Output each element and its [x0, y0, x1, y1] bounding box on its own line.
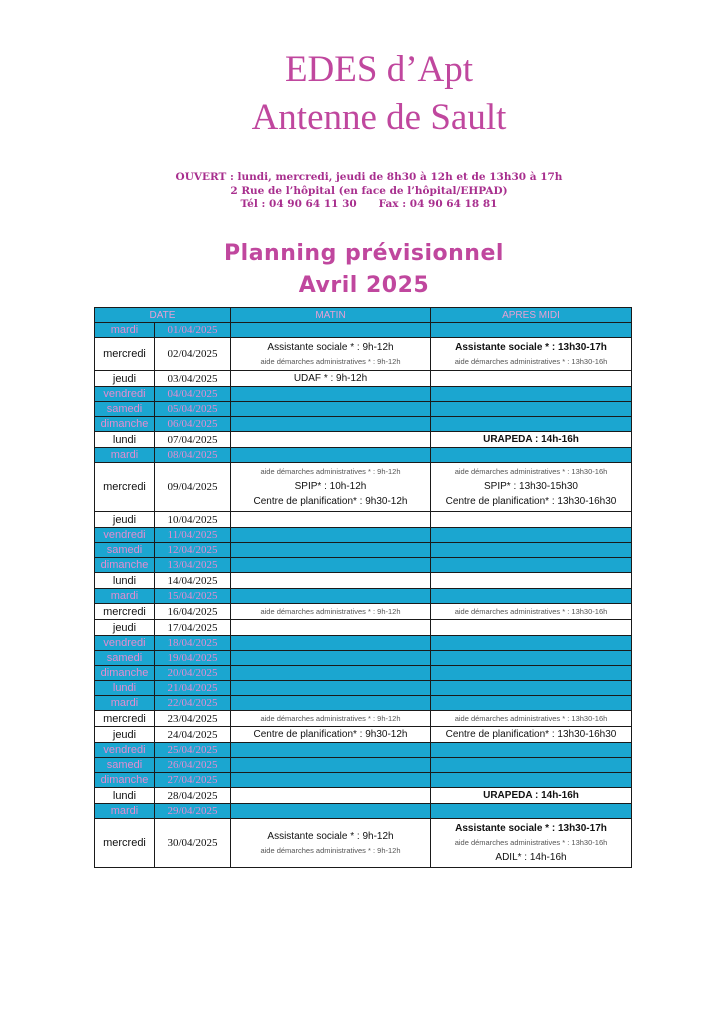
- matin-cell: [231, 696, 431, 711]
- office-subtitle: Antenne de Sault: [251, 97, 507, 138]
- matin-cell: [231, 463, 431, 512]
- apres-midi-cell: [431, 788, 632, 804]
- activity-text: aide démarches administratives * : 13h30-16h: [454, 838, 608, 847]
- table-header-row: [95, 308, 632, 323]
- activity-text: Assistante sociale * : 13h30-17h: [455, 341, 607, 353]
- table-row: [95, 432, 632, 448]
- activity-text: aide démarches administratives * : 13h30-16h: [454, 467, 608, 476]
- day-cell: jeudi: [95, 371, 155, 387]
- activity-text: aide démarches administratives * : 9h-12h: [260, 356, 401, 366]
- table-row: [95, 773, 632, 788]
- table-row: [95, 620, 632, 636]
- date-cell: 16/04/2025: [155, 604, 231, 620]
- day-cell: vendredi: [95, 387, 155, 402]
- date-cell: 02/04/2025: [155, 338, 231, 371]
- activity-text: Centre de planification* : 13h30-16h30: [445, 729, 617, 740]
- apres-midi-cell: [431, 604, 632, 620]
- date-cell: 18/04/2025: [155, 636, 231, 651]
- apres-midi-cell: [431, 636, 632, 651]
- table-row: [95, 402, 632, 417]
- day-cell: samedi: [95, 543, 155, 558]
- matin-cell: [231, 573, 431, 589]
- matin-cell: [231, 528, 431, 543]
- table-row: [95, 681, 632, 696]
- phone-fax: Tél : 04 90 64 11 30 Fax : 04 90 64 18 81: [240, 198, 498, 210]
- apres-midi-cell: [431, 371, 632, 387]
- activity-text: Centre de planification* : 9h30-12h: [253, 496, 408, 507]
- apres-midi-cell: [431, 620, 632, 636]
- matin-cell: [231, 338, 431, 371]
- date-cell: 26/04/2025: [155, 758, 231, 773]
- matin-cell: [231, 387, 431, 402]
- day-cell: samedi: [95, 402, 155, 417]
- apres-midi-cell: [431, 432, 632, 448]
- day-cell: lundi: [95, 432, 155, 448]
- date-cell: 19/04/2025: [155, 651, 231, 666]
- activity-text: aide démarches administratives * : 13h30-16h: [454, 713, 608, 723]
- matin-cell: [231, 666, 431, 681]
- table-row: [95, 589, 632, 604]
- apres-midi-cell: [431, 338, 632, 371]
- apres-midi-cell: [431, 727, 632, 743]
- date-cell: 14/04/2025: [155, 573, 231, 589]
- day-cell: mardi: [95, 696, 155, 711]
- activity-text: URAPEDA : 14h-16h: [483, 434, 579, 445]
- matin-cell: [231, 727, 431, 743]
- apres-midi-cell: [431, 743, 632, 758]
- date-cell: 05/04/2025: [155, 402, 231, 417]
- matin-cell: [231, 651, 431, 666]
- date-cell: 28/04/2025: [155, 788, 231, 804]
- day-cell: jeudi: [95, 727, 155, 743]
- apres-midi-cell: [431, 528, 632, 543]
- matin-cell: [231, 417, 431, 432]
- date-cell: 04/04/2025: [155, 387, 231, 402]
- apres-midi-cell: [431, 773, 632, 788]
- table-row: [95, 387, 632, 402]
- matin-cell: [231, 773, 431, 788]
- table-row: [95, 573, 632, 589]
- table-row: [95, 788, 632, 804]
- matin-cell: [231, 543, 431, 558]
- table-row: [95, 711, 632, 727]
- activity-text: UDAF * : 9h-12h: [293, 373, 368, 384]
- date-cell: 01/04/2025: [155, 323, 231, 338]
- activity-text: aide démarches administratives * : 9h-12h: [260, 845, 401, 855]
- header-apres-midi: APRES MIDI: [431, 308, 632, 323]
- apres-midi-cell: [431, 448, 632, 463]
- table-row: [95, 651, 632, 666]
- table-row: [95, 758, 632, 773]
- activity-text: Assistante sociale * : 9h-12h: [267, 341, 394, 353]
- apres-midi-cell: [431, 681, 632, 696]
- activity-text: aide démarches administratives * : 9h-12h: [260, 467, 401, 476]
- activity-text: aide démarches administratives * : 9h-12h: [260, 606, 401, 616]
- date-cell: 27/04/2025: [155, 773, 231, 788]
- date-cell: 10/04/2025: [155, 512, 231, 528]
- planning-title: Planning prévisionnel: [224, 241, 504, 266]
- day-cell: mardi: [95, 804, 155, 819]
- apres-midi-cell: [431, 463, 632, 512]
- day-cell: mercredi: [95, 711, 155, 727]
- header-date: DATE: [95, 308, 231, 323]
- date-cell: 20/04/2025: [155, 666, 231, 681]
- date-cell: 24/04/2025: [155, 727, 231, 743]
- table-row: [95, 463, 632, 512]
- apres-midi-cell: [431, 512, 632, 528]
- date-cell: 29/04/2025: [155, 804, 231, 819]
- schedule-body: [95, 323, 632, 868]
- table-row: [95, 804, 632, 819]
- day-cell: jeudi: [95, 620, 155, 636]
- matin-cell: [231, 788, 431, 804]
- activity-text: aide démarches administratives * : 13h30-16h: [454, 606, 608, 616]
- day-cell: dimanche: [95, 417, 155, 432]
- table-row: [95, 696, 632, 711]
- table-row: [95, 448, 632, 463]
- date-cell: 06/04/2025: [155, 417, 231, 432]
- activity-text: URAPEDA : 14h-16h: [483, 790, 579, 801]
- date-cell: 08/04/2025: [155, 448, 231, 463]
- apres-midi-cell: [431, 651, 632, 666]
- date-cell: 25/04/2025: [155, 743, 231, 758]
- activity-text: SPIP* : 10h-12h: [294, 481, 367, 492]
- date-cell: 13/04/2025: [155, 558, 231, 573]
- apres-midi-cell: [431, 323, 632, 338]
- apres-midi-cell: [431, 573, 632, 589]
- matin-cell: [231, 448, 431, 463]
- apres-midi-cell: [431, 387, 632, 402]
- date-cell: 15/04/2025: [155, 589, 231, 604]
- apres-midi-cell: [431, 696, 632, 711]
- table-row: [95, 338, 632, 371]
- activity-text: SPIP* : 13h30-15h30: [484, 481, 578, 492]
- matin-cell: [231, 371, 431, 387]
- matin-cell: [231, 711, 431, 727]
- matin-cell: [231, 758, 431, 773]
- apres-midi-cell: [431, 666, 632, 681]
- date-cell: 23/04/2025: [155, 711, 231, 727]
- apres-midi-cell: [431, 543, 632, 558]
- table-row: [95, 371, 632, 387]
- table-row: [95, 666, 632, 681]
- table-row: [95, 543, 632, 558]
- day-cell: mercredi: [95, 819, 155, 868]
- day-cell: samedi: [95, 758, 155, 773]
- day-cell: mardi: [95, 589, 155, 604]
- matin-cell: [231, 681, 431, 696]
- activity-text: Centre de planification* : 13h30-16h30: [445, 496, 617, 507]
- matin-cell: [231, 620, 431, 636]
- matin-cell: [231, 589, 431, 604]
- matin-cell: [231, 432, 431, 448]
- matin-cell: [231, 512, 431, 528]
- day-cell: dimanche: [95, 666, 155, 681]
- apres-midi-cell: [431, 417, 632, 432]
- apres-midi-cell: [431, 711, 632, 727]
- table-row: [95, 743, 632, 758]
- day-cell: mercredi: [95, 463, 155, 512]
- date-cell: 11/04/2025: [155, 528, 231, 543]
- apres-midi-cell: [431, 804, 632, 819]
- matin-cell: [231, 558, 431, 573]
- date-cell: 12/04/2025: [155, 543, 231, 558]
- opening-hours: OUVERT : lundi, mercredi, jeudi de 8h30 à 12h et de 13h30 à 17h: [175, 171, 563, 183]
- date-cell: 09/04/2025: [155, 463, 231, 512]
- date-cell: 21/04/2025: [155, 681, 231, 696]
- day-cell: mercredi: [95, 338, 155, 371]
- date-cell: 22/04/2025: [155, 696, 231, 711]
- day-cell: vendredi: [95, 636, 155, 651]
- table-row: [95, 528, 632, 543]
- matin-cell: [231, 402, 431, 417]
- day-cell: lundi: [95, 788, 155, 804]
- date-cell: 03/04/2025: [155, 371, 231, 387]
- matin-cell: [231, 819, 431, 868]
- schedule-table: [94, 307, 632, 868]
- day-cell: lundi: [95, 681, 155, 696]
- table-row: [95, 323, 632, 338]
- date-cell: 17/04/2025: [155, 620, 231, 636]
- day-cell: lundi: [95, 573, 155, 589]
- table-row: [95, 417, 632, 432]
- day-cell: jeudi: [95, 512, 155, 528]
- matin-cell: [231, 804, 431, 819]
- date-cell: 30/04/2025: [155, 819, 231, 868]
- activity-text: Centre de planification* : 9h30-12h: [253, 729, 408, 740]
- activity-text: ADIL* : 14h-16h: [495, 852, 567, 863]
- table-row: [95, 727, 632, 743]
- activity-text: aide démarches administratives * : 9h-12h: [260, 713, 401, 723]
- date-cell: 07/04/2025: [155, 432, 231, 448]
- day-cell: dimanche: [95, 558, 155, 573]
- office-title: EDES d’Apt: [284, 49, 474, 90]
- day-cell: mardi: [95, 448, 155, 463]
- day-cell: dimanche: [95, 773, 155, 788]
- planning-month: Avril 2025: [298, 273, 430, 298]
- table-row: [95, 512, 632, 528]
- table-row: [95, 636, 632, 651]
- activity-text: aide démarches administratives * : 13h30-16h: [454, 356, 608, 366]
- matin-cell: [231, 323, 431, 338]
- table-row: [95, 819, 632, 868]
- day-cell: vendredi: [95, 743, 155, 758]
- apres-midi-cell: [431, 758, 632, 773]
- day-cell: mardi: [95, 323, 155, 338]
- apres-midi-cell: [431, 558, 632, 573]
- matin-cell: [231, 743, 431, 758]
- day-cell: mercredi: [95, 604, 155, 620]
- activity-text: Assistante sociale * : 9h-12h: [267, 830, 394, 842]
- activity-text: Assistante sociale * : 13h30-17h: [455, 823, 607, 834]
- matin-cell: [231, 604, 431, 620]
- apres-midi-cell: [431, 402, 632, 417]
- table-row: [95, 558, 632, 573]
- day-cell: samedi: [95, 651, 155, 666]
- table-row: [95, 604, 632, 620]
- apres-midi-cell: [431, 589, 632, 604]
- header-matin: MATIN: [231, 308, 431, 323]
- address: 2 Rue de l’hôpital (en face de l’hôpital/EHPAD): [230, 185, 508, 197]
- matin-cell: [231, 636, 431, 651]
- day-cell: vendredi: [95, 528, 155, 543]
- apres-midi-cell: [431, 819, 632, 868]
